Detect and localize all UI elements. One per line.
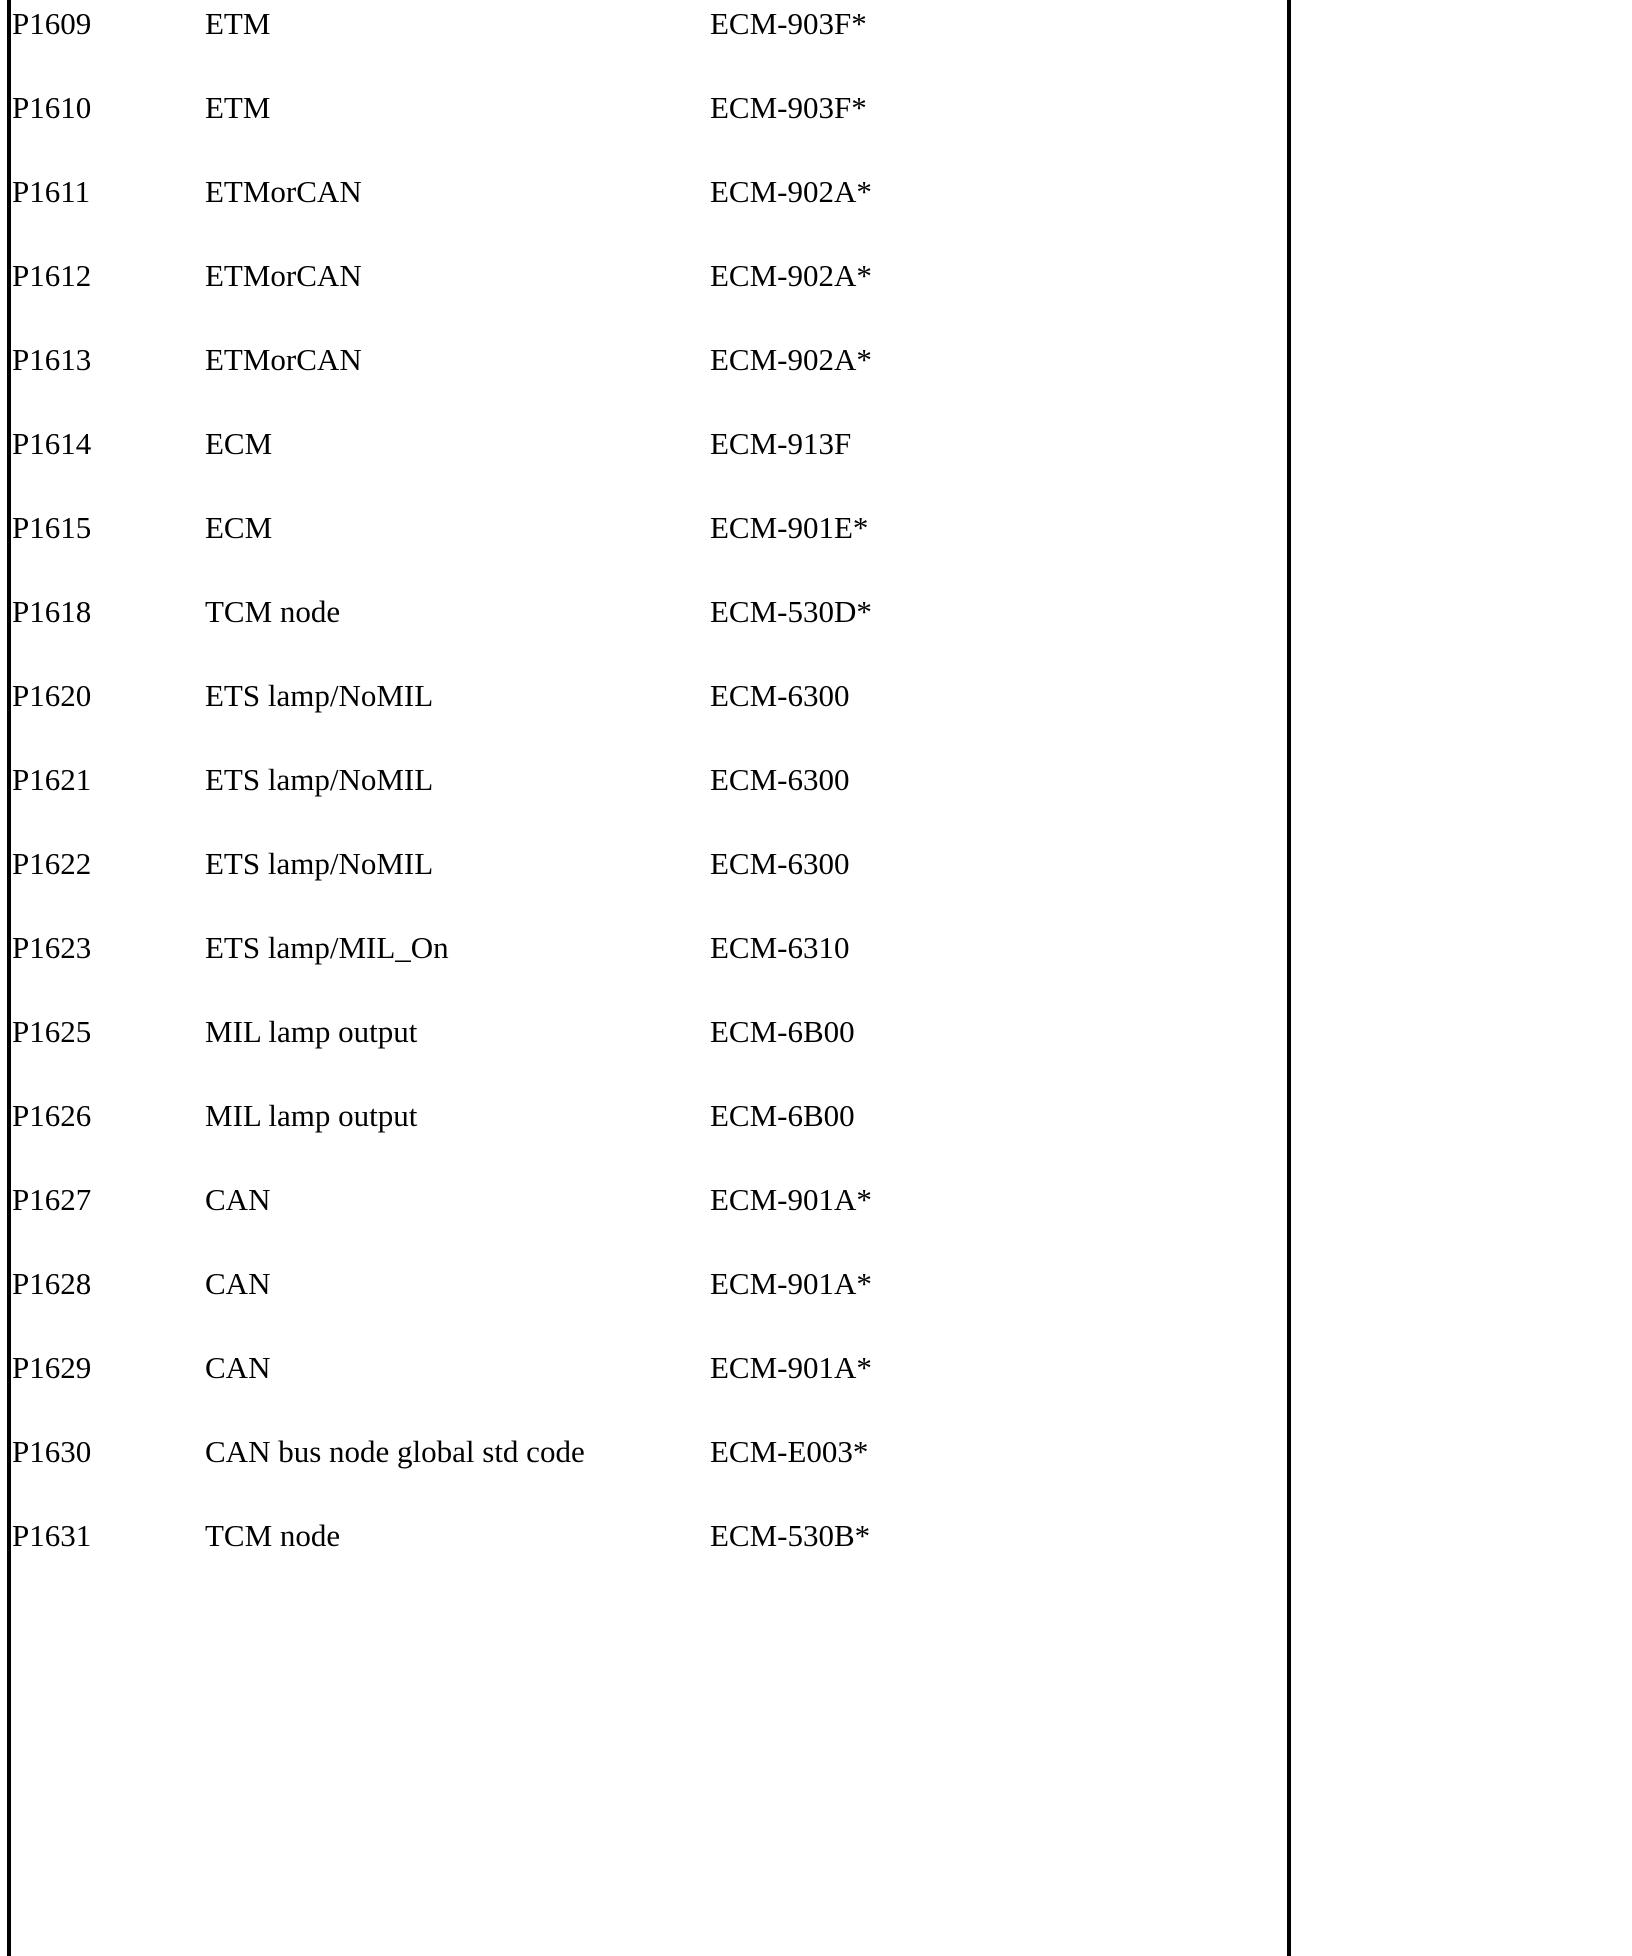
description-cell: CAN <box>205 1350 271 1385</box>
description-cell: ETMorCAN <box>205 174 362 209</box>
table-row <box>11 848 1287 932</box>
reference-cell: ECM-901A* <box>710 1266 872 1301</box>
table-row <box>11 1016 1287 1100</box>
table-row <box>11 1268 1287 1352</box>
description-cell: MIL lamp output <box>205 1098 418 1133</box>
description-cell: ECM <box>205 510 273 545</box>
reference-cell: ECM-903F* <box>710 90 867 125</box>
reference-cell: ECM-530D* <box>710 594 872 629</box>
diagnostic-code-table <box>11 0 1287 1604</box>
code-cell: P1618 <box>12 594 92 629</box>
code-cell: P1625 <box>12 1014 92 1049</box>
description-cell: TCM node <box>205 594 341 629</box>
code-cell: P1627 <box>12 1182 92 1217</box>
table-row <box>11 92 1287 176</box>
reference-cell: ECM-530B* <box>710 1518 871 1553</box>
code-cell: P1613 <box>12 342 92 377</box>
reference-cell: ECM-901A* <box>710 1350 872 1385</box>
table-row <box>11 596 1287 680</box>
reference-cell: ECM-901A* <box>710 1182 872 1217</box>
table-row <box>11 1352 1287 1436</box>
reference-cell: ECM-6300 <box>710 762 850 797</box>
code-cell: P1610 <box>12 90 92 125</box>
table-row <box>11 428 1287 512</box>
code-cell: P1611 <box>12 174 91 209</box>
code-cell: P1614 <box>12 426 92 461</box>
code-cell: P1630 <box>12 1434 92 1469</box>
table-row <box>11 344 1287 428</box>
description-cell: TCM node <box>205 1518 341 1553</box>
code-cell: P1629 <box>12 1350 92 1385</box>
code-cell: P1628 <box>12 1266 92 1301</box>
code-cell: P1612 <box>12 258 92 293</box>
reference-cell: ECM-902A* <box>710 174 872 209</box>
table-row <box>11 764 1287 848</box>
description-cell: ETS lamp/NoMIL <box>205 762 434 797</box>
description-cell: ECM <box>205 426 273 461</box>
reference-cell: ECM-6B00 <box>710 1014 855 1049</box>
table-row <box>11 932 1287 1016</box>
code-cell: P1615 <box>12 510 92 545</box>
code-cell: P1622 <box>12 846 92 881</box>
description-cell: CAN bus node global std code <box>205 1434 585 1469</box>
code-cell: P1626 <box>12 1098 92 1133</box>
reference-cell: ECM-901E* <box>710 510 869 545</box>
code-cell: P1620 <box>12 678 92 713</box>
table-row <box>11 260 1287 344</box>
code-cell: P1623 <box>12 930 92 965</box>
table-row <box>11 8 1287 92</box>
table-row <box>11 1520 1287 1604</box>
reference-cell: ECM-6B00 <box>710 1098 855 1133</box>
table-row <box>11 176 1287 260</box>
description-cell: CAN <box>205 1266 271 1301</box>
code-cell: P1621 <box>12 762 92 797</box>
table-row <box>11 1184 1287 1268</box>
description-cell: ETS lamp/MIL_On <box>205 930 449 965</box>
table-right-border <box>1287 0 1291 1956</box>
reference-cell: ECM-E003* <box>710 1434 869 1469</box>
table-row <box>11 1436 1287 1520</box>
table-row <box>11 512 1287 596</box>
code-cell: P1631 <box>12 1518 92 1553</box>
reference-cell: ECM-902A* <box>710 342 872 377</box>
description-cell: ETMorCAN <box>205 342 362 377</box>
reference-cell: ECM-6300 <box>710 678 850 713</box>
reference-cell: ECM-903F* <box>710 6 867 41</box>
description-cell: ETMorCAN <box>205 258 362 293</box>
description-cell: MIL lamp output <box>205 1014 418 1049</box>
description-cell: ETM <box>205 90 271 125</box>
reference-cell: ECM-6310 <box>710 930 850 965</box>
code-cell: P1609 <box>12 6 92 41</box>
table-row <box>11 680 1287 764</box>
table-row <box>11 1100 1287 1184</box>
description-cell: ETS lamp/NoMIL <box>205 678 434 713</box>
reference-cell: ECM-6300 <box>710 846 850 881</box>
reference-cell: ECM-902A* <box>710 258 872 293</box>
description-cell: ETS lamp/NoMIL <box>205 846 434 881</box>
reference-cell: ECM-913F <box>710 426 852 461</box>
description-cell: ETM <box>205 6 271 41</box>
description-cell: CAN <box>205 1182 271 1217</box>
